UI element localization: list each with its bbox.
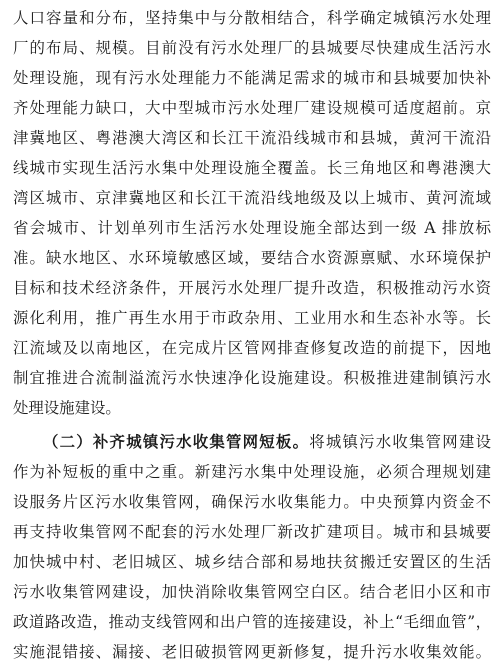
text-line: 设服务片区污水收集管网，确保污水收集能力。中央预算内资金不: [13, 493, 491, 511]
text-line: 政道路改造，推动支线管网和出户管的连接建设，补上“毛细血管”，: [13, 613, 491, 631]
text-line: 湾区城市、京津冀地区和长江干流沿线地级及以上城市、黄河流域: [13, 189, 491, 207]
text-line: 人口容量和分布，坚持集中与分散相结合，科学确定城镇污水处理: [13, 9, 491, 27]
text-line: 制宜推进合流制溢流污水快速净化设施建设。积极推进建制镇污水: [13, 369, 491, 387]
text-line: 线城市实现生活污水集中处理设施全覆盖。长三角地区和粤港澳大: [13, 159, 491, 177]
text-line: 源化利用，推广再生水用于市政杂用、工业用水和生态补水等。长: [13, 309, 491, 327]
text-line: 江流域及以南地区，在完成片区管网排查修复改造的前提下，因地: [13, 339, 491, 357]
section-heading: （二）补齐城镇污水收集管网短板。: [43, 433, 310, 451]
text-line: 加快城中村、老旧城区、城乡结合部和易地扶贫搬迁安置区的生活: [13, 553, 491, 571]
text-run: 将城镇污水收集管网建设: [309, 433, 491, 451]
text-line: 省会城市、计划单列市生活污水处理设施全部达到一级 A 排放标: [13, 219, 491, 237]
text-line: 准。缺水地区、水环境敏感区域，要结合水资源禀赋、水环境保护: [13, 249, 491, 267]
text-line: 处理设施，现有污水处理能力不能满足需求的城市和县城要加快补: [13, 69, 491, 87]
text-line: 再支持收集管网不配套的污水处理厂新改扩建项目。城市和县城要: [13, 523, 491, 541]
text-line: 处理设施建设。: [13, 399, 121, 417]
text-line: 目标和技术经济条件，开展污水处理厂提升改造，积极推动污水资: [13, 279, 491, 297]
text-line: 作为补短板的重中之重。新建污水集中处理设施，必须合理规划建: [13, 463, 491, 481]
text-line: 厂的布局、规模。目前没有污水处理厂的县城要尽快建成生活污水: [13, 39, 491, 57]
text-line: 齐处理能力缺口，大中型城市污水处理厂建设规模可适度超前。京: [13, 99, 491, 117]
text-line: 污水收集管网建设，加快消除收集管网空白区。结合老旧小区和市: [13, 583, 491, 601]
paragraph-first-line: [43, 432, 491, 452]
text-line: 实施混错接、漏接、老旧破损管网更新修复，提升污水收集效能。: [13, 643, 491, 661]
text-line: 津冀地区、粤港澳大湾区和长江干流沿线城市和县城，黄河干流沿: [13, 129, 491, 147]
